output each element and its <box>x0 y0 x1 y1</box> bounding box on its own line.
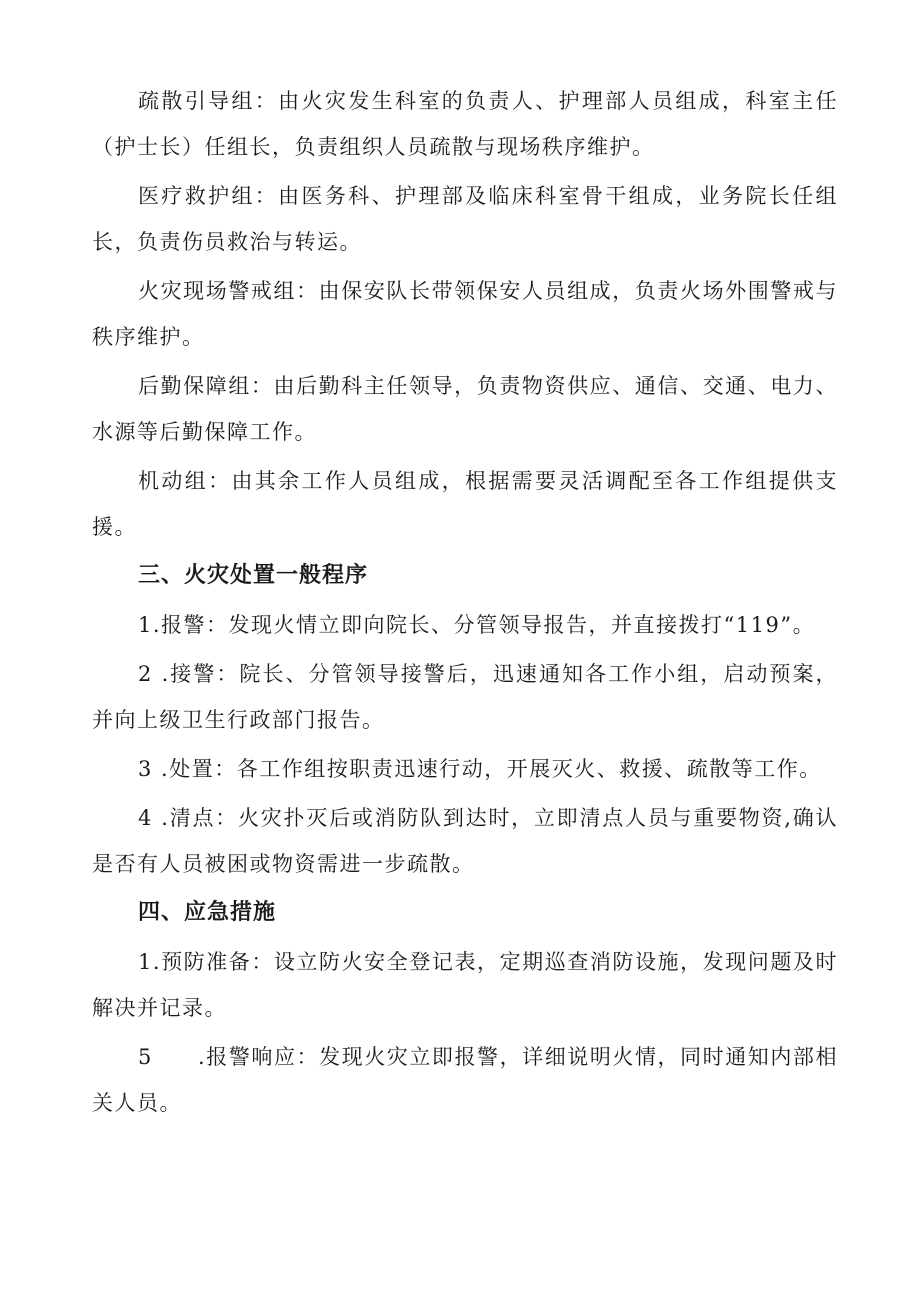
procedure-item-alarm: 1.报警：发现火情立即向院长、分管领导报告，并直接拨打“119”。 <box>138 613 816 637</box>
paragraph-evacuation-group: 疏散引导组：由火灾发生科室的负责人、护理部人员组成，科室主任（护士长）任组长，负责组织人员疏散与现场秩序维护。 <box>92 89 838 159</box>
procedure-item-count: 4 .清点：火灾扑灭后或消防队到达时，立即清点人员与重要物资,确认是否有人员被困或物资需进一步疏散。 <box>92 806 838 876</box>
section-heading-3: 三、火灾处置一般程序 <box>138 563 369 588</box>
procedure-item-handle: 3 .处置：各工作组按职责迅速行动，开展灭火、救援、疏散等工作。 <box>138 757 822 781</box>
measure-item-alarm-response: 5 .报警响应：发现火灾立即报警，详细说明火情，同时通知内部相关人员。 <box>92 1045 838 1115</box>
measure-item-prevention: 1.预防准备：设立防火安全登记表，定期巡查消防设施，发现问题及时解决并记录。 <box>92 950 838 1020</box>
paragraph-mobile-group: 机动组：由其余工作人员组成，根据需要灵活调配至各工作组提供支援。 <box>92 469 838 539</box>
paragraph-medical-group: 医疗救护组：由医务科、护理部及临床科室骨干组成，业务院长任组长，负责伤员救治与转运。 <box>92 184 838 254</box>
section-heading-4: 四、应急措施 <box>138 900 277 925</box>
paragraph-security-group: 火灾现场警戒组：由保安队长带领保安人员组成，负责火场外围警戒与秩序维护。 <box>92 279 838 349</box>
document-body <box>92 78 838 1129</box>
procedure-item-receive: 2 .接警：院长、分管领导接警后，迅速通知各工作小组，启动预案，并向上级卫生行政部门报告。 <box>92 662 838 732</box>
paragraph-logistics-group: 后勤保障组：由后勤科主任领导，负责物资供应、通信、交通、电力、水源等后勤保障工作。 <box>92 374 838 444</box>
